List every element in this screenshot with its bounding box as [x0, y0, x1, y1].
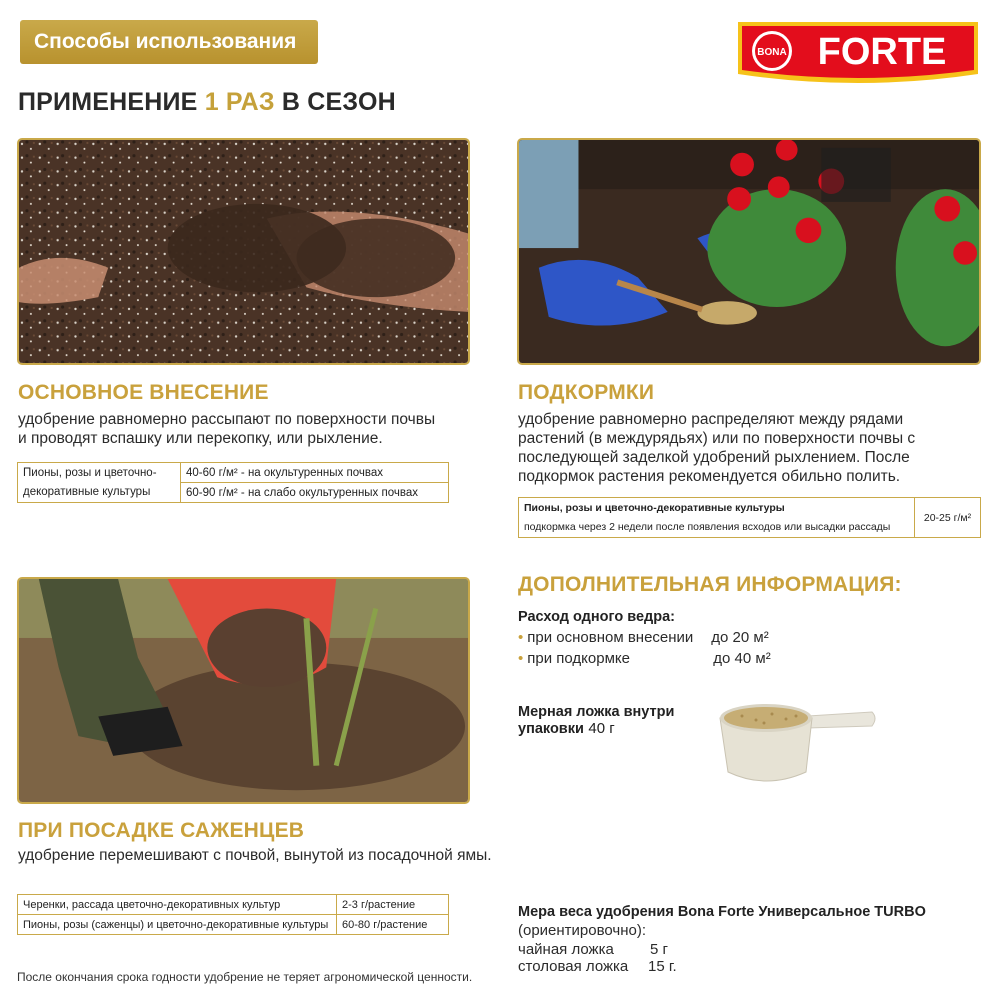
- table-cell-crop: Черенки, рассада цветочно-декоративных культур: [18, 895, 337, 915]
- table-cell-rate: 2-3 г/растение: [337, 895, 449, 915]
- top-dressing-line: последующей заделкой удобрений рыхлением. После: [518, 449, 910, 466]
- list-item: [518, 650, 771, 671]
- bullet-icon: •: [518, 629, 524, 646]
- headline-part2: В СЕЗОН: [274, 88, 396, 116]
- spoon-label-line: упаковки: [518, 721, 584, 737]
- measuring-spoon-icon: [712, 690, 880, 786]
- spoon-label-line: Мерная ложка внутри: [518, 704, 675, 720]
- measure-info: [518, 904, 968, 975]
- table-cell-rate: 40-60 г/м² - на окультуренных почвах: [181, 463, 449, 483]
- planting-text: удобрение перемешивают с почвой, вынутой из посадочной ямы.: [18, 847, 492, 864]
- bucket-item-value: до 40 м²: [713, 650, 771, 667]
- measure-subtitle: (ориентировочно):: [518, 922, 647, 939]
- bona-forte-logo: [736, 18, 980, 88]
- measure-row: [518, 958, 968, 975]
- planting-photo: [17, 577, 470, 804]
- bucket-label: Расход одного ведра:: [518, 609, 675, 625]
- table-cell-note: подкормка через 2 недели после появления всходов или высадки рассады: [519, 518, 915, 538]
- main-application-line: удобрение равномерно рассыпают по поверхности почвы: [18, 411, 436, 428]
- bucket-item-value: до 20 м²: [711, 629, 769, 646]
- bucket-list: [518, 629, 771, 671]
- bullet-icon: •: [518, 650, 524, 667]
- main-application-line: и проводят вспашку или перекопку, или рыхление.: [18, 430, 383, 447]
- measure-title: Мера веса удобрения Bona Forte Универсальное TURBO: [518, 904, 926, 920]
- measure-value: 5 г: [650, 941, 668, 958]
- top-dressing-line: растений (в междурядьях) или по поверхности почвы с: [518, 430, 916, 447]
- spoon-value: 40 г: [588, 720, 615, 737]
- table-cell-rate: 60-80 г/растение: [337, 915, 449, 935]
- table-cell-crop: Пионы, розы и цветочно-декоративные культуры: [519, 498, 915, 518]
- table-cell-crop: декоративные культуры: [18, 483, 181, 503]
- headline-accent: 1 РАЗ: [204, 88, 275, 116]
- bucket-item-label: при подкормке: [527, 650, 630, 667]
- measure-label: столовая ложка: [518, 958, 629, 975]
- table-cell-crop: Пионы, розы (саженцы) и цветочно-декоративные культуры: [18, 915, 337, 935]
- section-badge: Способы использования: [20, 20, 318, 64]
- footnote: После окончания срока годности удобрение не теряет агрономической ценности.: [17, 970, 473, 984]
- main-application-text: [18, 410, 435, 448]
- planting-title: ПРИ ПОСАДКЕ САЖЕНЦЕВ: [18, 819, 305, 842]
- table-cell-rate: 60-90 г/м² - на слабо окультуренных почвах: [181, 483, 449, 503]
- table-cell-crop: Пионы, розы и цветочно-: [18, 463, 181, 483]
- measure-row: [518, 941, 968, 958]
- top-dressing-table: [518, 497, 981, 538]
- table-row: [18, 915, 449, 935]
- top-dressing-text: [518, 410, 915, 486]
- bucket-item-label: при основном внесении: [527, 629, 694, 646]
- top-dressing-line: удобрение равномерно распределяют между рядами: [518, 411, 904, 428]
- headline-part1: ПРИМЕНЕНИЕ: [18, 88, 205, 116]
- top-dressing-line: подкормок растения рекомендуется обильно полить.: [518, 468, 901, 485]
- spoon-info: [518, 704, 674, 738]
- main-application-title: ОСНОВНОЕ ВНЕСЕНИЕ: [18, 381, 269, 404]
- logo-small-text: BONA: [757, 47, 787, 58]
- roses-photo: [517, 138, 981, 365]
- soil-photo: [17, 138, 470, 365]
- logo-big-text: FORTE: [817, 31, 947, 73]
- table-cell-rate: 20-25 г/м²: [915, 498, 981, 538]
- page-headline: [18, 88, 396, 117]
- top-dressing-title: ПОДКОРМКИ: [518, 381, 655, 404]
- table-row: [18, 895, 449, 915]
- measure-value: 15 г.: [648, 958, 677, 975]
- additional-title: ДОПОЛНИТЕЛЬНАЯ ИНФОРМАЦИЯ:: [518, 573, 902, 596]
- measure-label: чайная ложка: [518, 941, 614, 958]
- planting-table: [17, 894, 449, 935]
- list-item: [518, 629, 771, 650]
- main-application-table: [17, 462, 449, 503]
